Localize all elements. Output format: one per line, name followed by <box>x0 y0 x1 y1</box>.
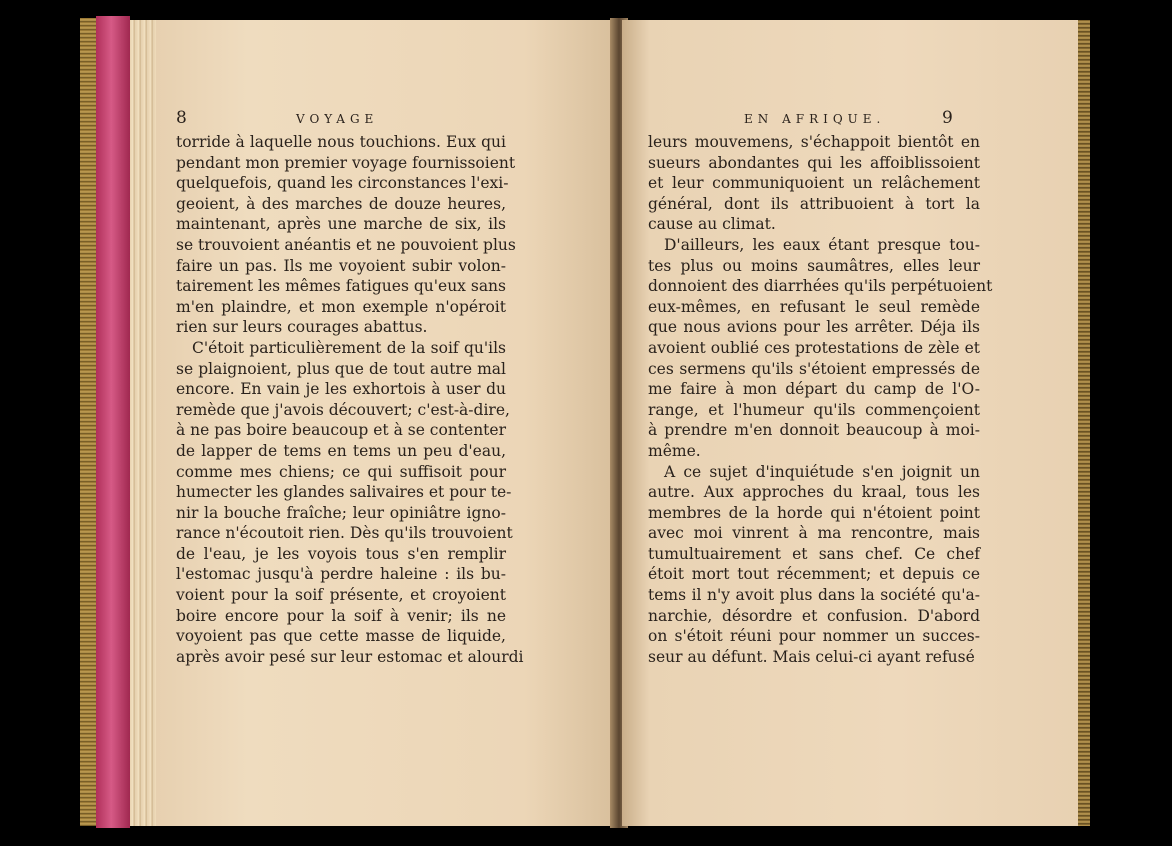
page-stack-edge <box>130 20 156 826</box>
text-line: boire encore pour la soif à venir; ils ne <box>176 606 506 625</box>
text-line: étoit mort tout récemment; et depuis ce <box>648 565 980 584</box>
text-line: leurs mouvemens, s'échappoit bientôt en <box>648 133 980 151</box>
text-line: pendant mon premier voyage fournissoient <box>176 153 516 172</box>
right-page-text <box>648 132 993 667</box>
text-line: tems il n'y avoit plus dans la société qu'a- <box>648 586 980 605</box>
text-line: avoient oublié ces protestations de zèle et <box>648 338 980 357</box>
text-line: faire un pas. Ils me voyoient subir volon- <box>176 256 506 275</box>
text-line: narchie, désordre et confusion. D'abord <box>648 606 980 625</box>
text-line: cause au climat. <box>648 215 776 234</box>
text-line: à ne pas boire beaucoup et à se contenter <box>176 421 506 440</box>
text-line: ces sermens qu'ils s'étoient empressés de <box>648 359 980 378</box>
text-line: me faire à mon départ du camp de l'O- <box>648 380 980 399</box>
text-line: après avoir pesé sur leur estomac et alourdi <box>176 647 524 666</box>
right-page <box>622 20 1080 826</box>
text-line: remède que j'avois découvert; c'est-à-dire, <box>176 400 510 419</box>
text-line: de l'eau, je les voyois tous s'en remplir <box>176 544 506 563</box>
text-line: comme mes chiens; ce qui suffisoit pour <box>176 462 506 481</box>
running-head-right: EN AFRIQUE. <box>744 112 886 126</box>
text-line: membres de la horde qui n'étoient point <box>648 503 980 522</box>
text-line: voient pour la soif présente, et croyoient <box>176 586 506 605</box>
text-line: C'étoit particulièrement de la soif qu'ils <box>192 338 506 357</box>
text-line: à prendre m'en donnoit beaucoup à moi- <box>648 421 980 440</box>
text-line: donnoient des diarrhées qu'ils perpétuoient <box>648 277 993 296</box>
marbled-cover-edge <box>96 16 130 828</box>
text-line: avec moi vinrent à ma rencontre, mais <box>648 524 980 543</box>
text-line: tairement les mêmes fatigues qu'eux sans <box>176 277 506 296</box>
text-line: geoient, à des marches de douze heures, <box>176 194 506 213</box>
text-line: se trouvoient anéantis et ne pouvoient plus <box>176 235 516 254</box>
text-line: m'en plaindre, et mon exemple n'opéroit <box>176 297 506 316</box>
text-line: et leur communiquoient un relâchement <box>648 174 980 193</box>
text-line: que nous avions pour les arrêter. Déja ils <box>648 318 980 337</box>
running-head-left: VOYAGE <box>296 112 379 126</box>
text-line: on s'étoit réuni pour nommer un succes- <box>648 627 980 646</box>
text-line: quelquefois, quand les circonstances l'exi- <box>176 174 509 193</box>
gilt-edge-left <box>80 18 96 826</box>
page-number-right: 9 <box>942 108 953 128</box>
text-line: se plaignoient, plus que de tout autre mal <box>176 359 506 378</box>
text-line: l'estomac jusqu'à perdre haleine : ils bu- <box>176 565 506 584</box>
text-line: tes plus ou moins saumâtres, elles leur <box>648 256 980 275</box>
text-line: même. <box>648 441 701 460</box>
left-page-text <box>176 132 524 667</box>
text-line: maintenant, après une marche de six, ils <box>176 215 506 234</box>
gilt-edge-right <box>1078 20 1090 826</box>
text-line: tumultuairement et sans chef. Ce chef <box>648 544 980 563</box>
text-line: A ce sujet d'inquiétude s'en joignit un <box>664 462 980 481</box>
text-line: de lapper de tems en tems un peu d'eau, <box>176 441 506 460</box>
text-line: voyoient pas que cette masse de liquide, <box>176 627 506 646</box>
text-line: nir la bouche fraîche; leur opiniâtre igno- <box>176 503 506 522</box>
text-line: sueurs abondantes qui les affoiblissoient <box>648 153 980 172</box>
text-line: range, et l'humeur qu'ils commençoient <box>648 400 980 419</box>
text-line: général, dont ils attribuoient à tort la <box>648 194 980 213</box>
text-line: seur au défunt. Mais celui-ci ayant refusé <box>648 647 975 666</box>
text-line: D'ailleurs, les eaux étant presque tou- <box>664 235 980 254</box>
left-page <box>156 20 616 826</box>
text-line: encore. En vain je les exhortois à user du <box>176 380 506 399</box>
text-line: autre. Aux approches du kraal, tous les <box>648 483 980 502</box>
text-line: eux-mêmes, en refusant le seul remède <box>648 297 980 316</box>
book-spread <box>80 14 1092 830</box>
text-line: rance n'écoutoit rien. Dès qu'ils trouvoient <box>176 524 513 543</box>
text-line: humecter les glandes salivaires et pour te- <box>176 483 512 502</box>
text-line: torride à laquelle nous touchions. Eux qui <box>176 133 506 151</box>
page-number-left: 8 <box>176 108 187 128</box>
text-line: rien sur leurs courages abattus. <box>176 318 428 337</box>
